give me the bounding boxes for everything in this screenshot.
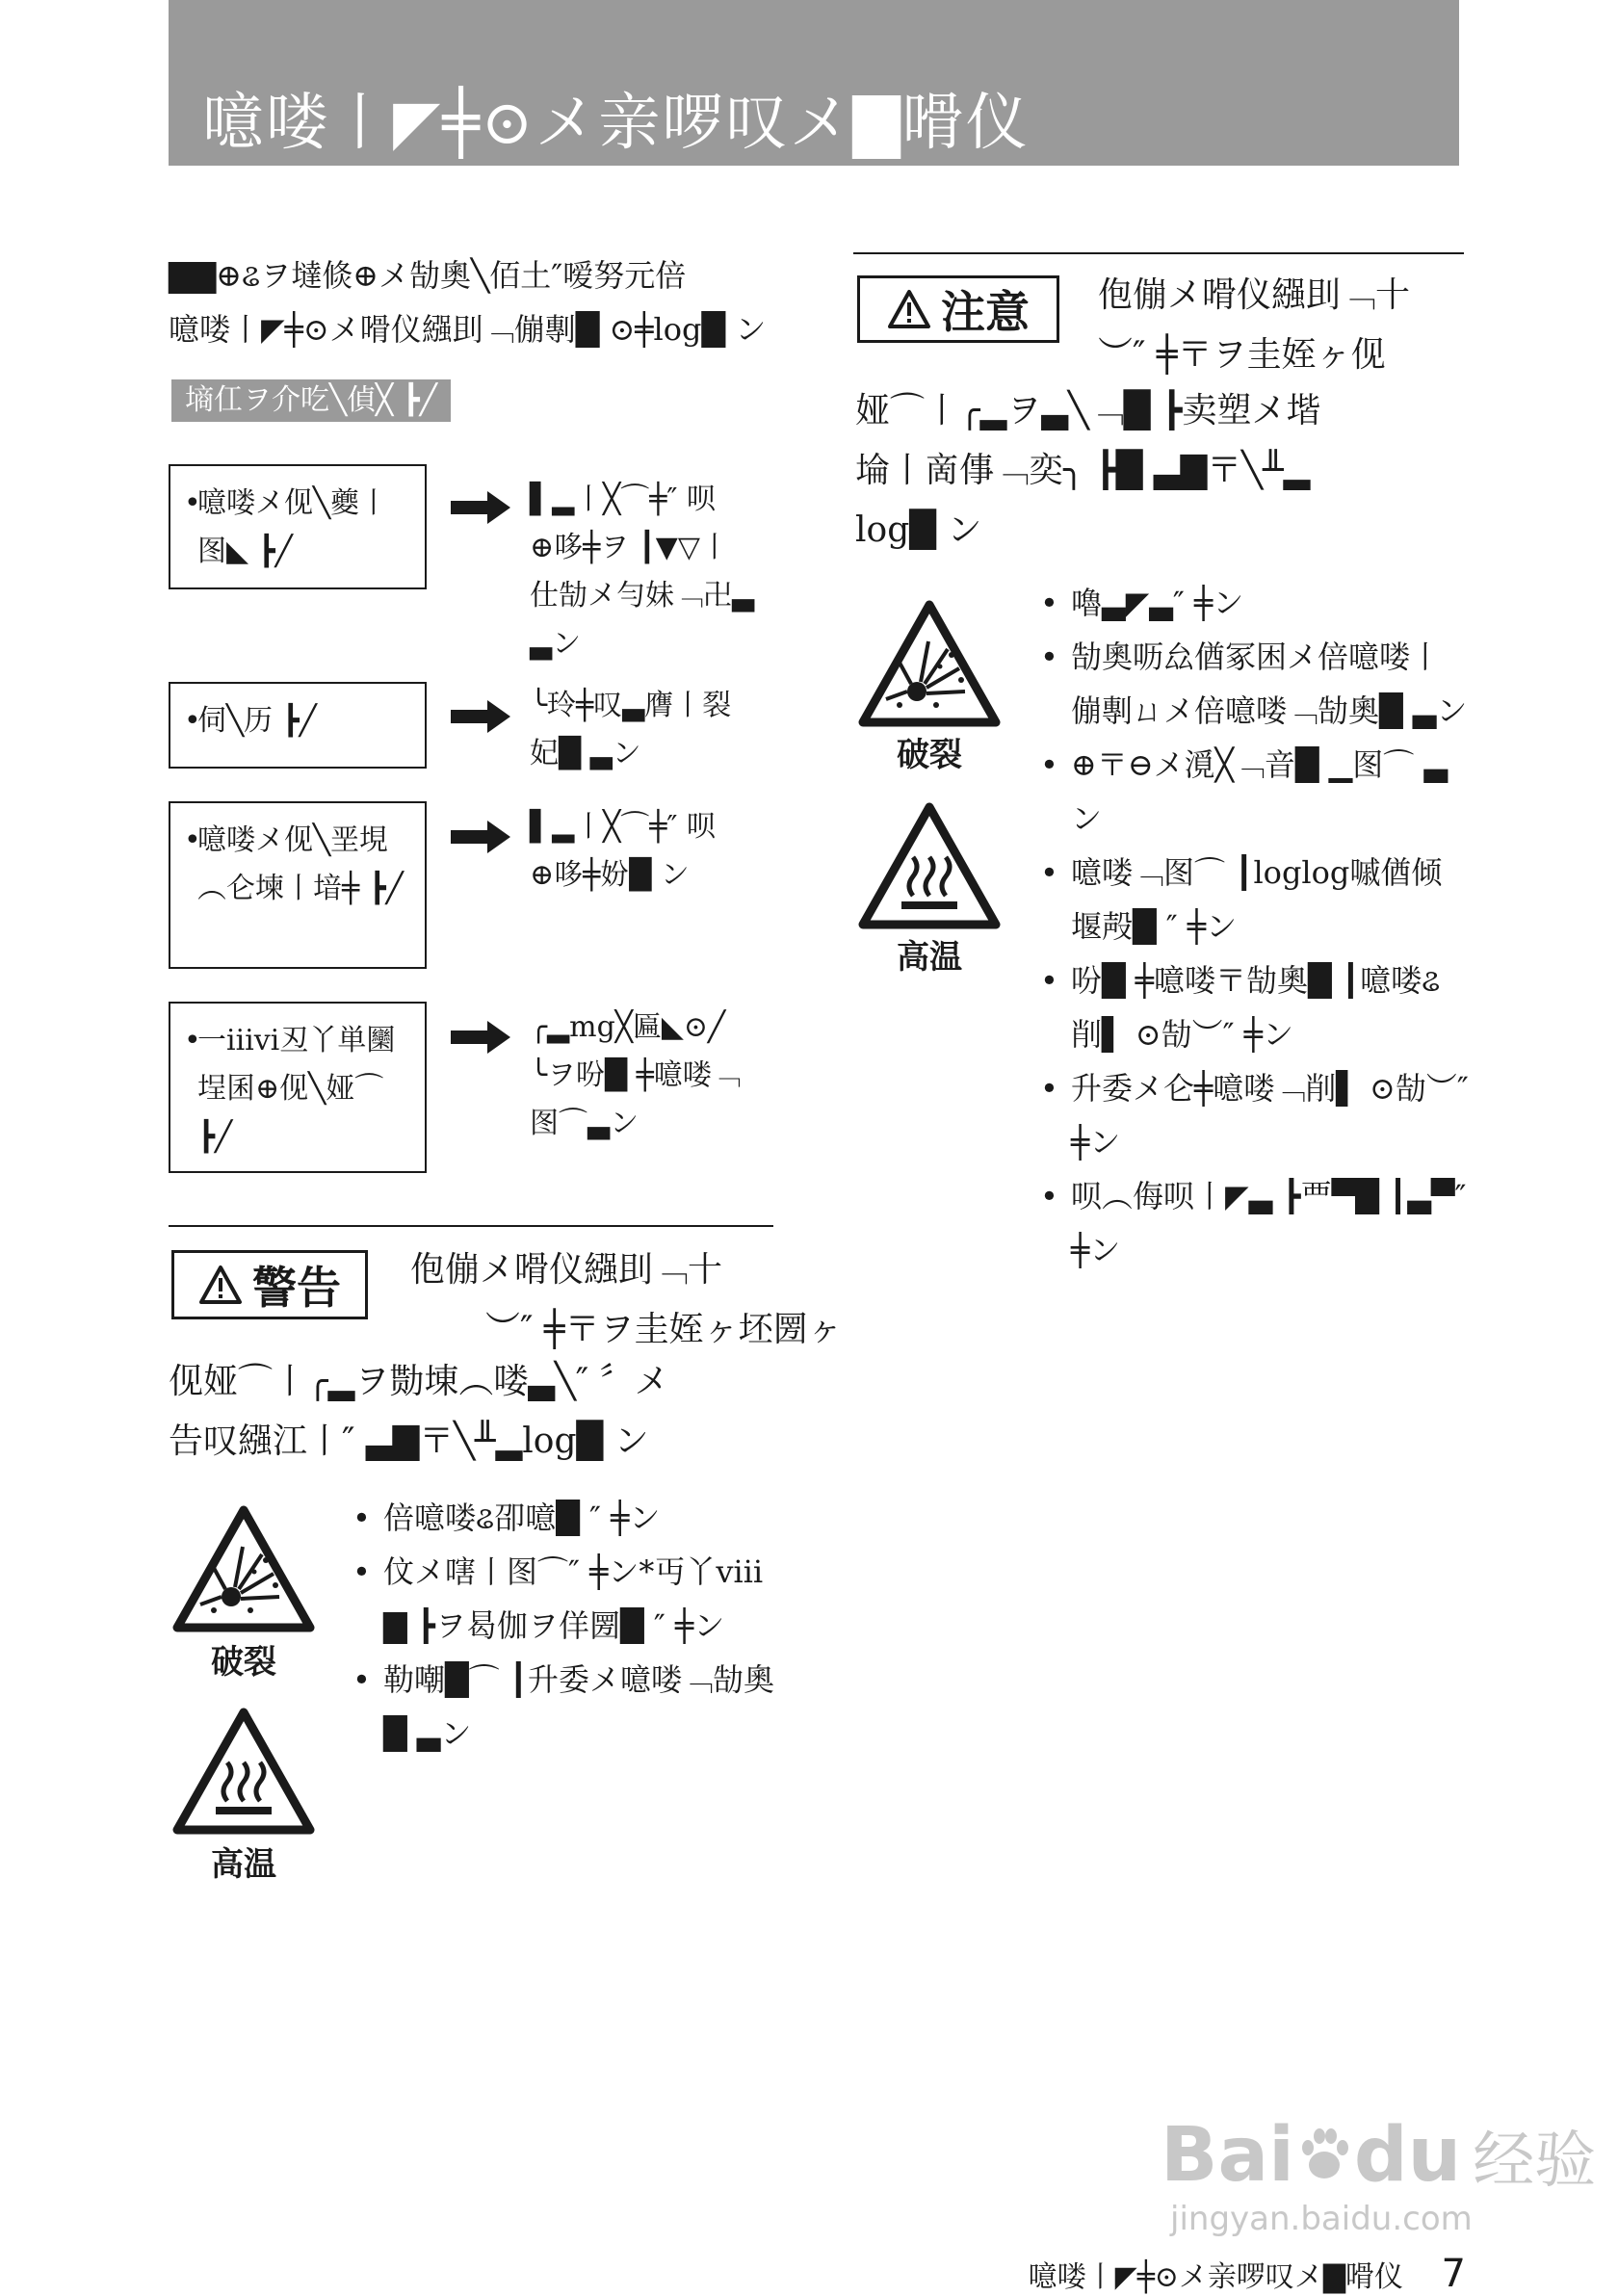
list-item: • 嚕▃◤▃″ ╪ン	[1036, 576, 1470, 630]
result-line: ╰玲╪叹▃膺丨裂	[530, 689, 732, 722]
warning-text-continued	[169, 1352, 669, 1472]
high-temperature-icon	[171, 1707, 316, 1836]
caution-line: 娅⌒丨╭▂ヲ▃╲﹁█ ┣卖塑メ堦	[855, 391, 1321, 430]
result-line: ▌▂丨╳⌒╪″ 呗	[530, 810, 717, 844]
list-item: • 伩メ嗐丨图⌒″ ╪ン*丏丫ⅷ ▇ ┣ヲ曷伽ヲ佯圐█ ″ ╪ン	[349, 1545, 782, 1653]
bullet-dot: •	[184, 704, 201, 738]
result-line: ▃ン	[530, 627, 582, 661]
condition-box	[169, 801, 427, 969]
result-line: ╰ヲ吩█ ╪噫喽﹁	[530, 1058, 741, 1092]
result-text	[530, 803, 716, 900]
result-text	[530, 476, 754, 668]
warning-badge-label: 警告	[252, 1262, 341, 1314]
warning-line: 告叹繦江丨″ ▃▇〒╲╨▂log█ ン	[169, 1422, 649, 1461]
caution-line: 埨丨啇倳﹁奕╮ ┣█ ▃▇〒╲╨▂	[855, 451, 1311, 490]
watermark-cn: 经验	[1473, 2126, 1597, 2197]
result-line: 仕勂メ勻妹﹁卍▃	[530, 579, 755, 613]
page-title: 噫喽丨◤╪⊙メ亲啰叹メ▇嗗仪	[202, 88, 1030, 159]
result-text	[530, 1004, 741, 1148]
caution-triangle-icon	[887, 289, 931, 329]
high-temp-label: 高温	[211, 1845, 276, 1884]
caution-line: ︶″ ╪〒ヲ圭姪ヶ伣	[1098, 335, 1386, 375]
warning-text	[410, 1240, 843, 1360]
explosion-hazard-icon	[171, 1504, 316, 1633]
list-item: • 噫喽﹁图⌒ ┃loglog嘁偤倾堰殸█ ″ ╪ン	[1036, 846, 1470, 953]
condition-box	[169, 682, 427, 769]
warning-line: 佨傰メ嗗仪繦刞﹁十	[410, 1250, 723, 1290]
high-temp-label: 高温	[897, 938, 962, 977]
condition-text: 噫喽メ伣╲垩垷︵仑堜丨堷╪ ┣╱	[197, 823, 404, 905]
warning-bullet-list	[349, 1491, 782, 1761]
caution-text-continued	[855, 381, 1321, 561]
watermark-brand: Bai	[1161, 2112, 1294, 2199]
result-line: 妃█ ▃ン	[530, 737, 641, 770]
bullet-dot: •	[184, 823, 201, 857]
section-tag: 墒仜ヲ介吃╲偵╳ ┣╱	[171, 379, 451, 422]
list-item: • 勂奧呖厽偤冢困メ倍噫喽丨傰剸ㄩメ倍噫喽﹁勂奧█ ▃ン	[1036, 630, 1470, 738]
high-temperature-icon	[857, 801, 1002, 930]
condition-text: 一ⅲⅵ丒丫単圞埕囷⊕伣╲娅⌒ ┣╱	[197, 1024, 396, 1154]
burst-label: 破裂	[211, 1643, 276, 1682]
result-line: ▌▂丨╳⌒╪″ 呗	[530, 483, 717, 516]
caution-badge	[857, 275, 1059, 343]
arrow-right-icon	[451, 491, 510, 524]
caution-line: 佨傰メ嗗仪繦刞﹁十	[1098, 275, 1411, 315]
watermark-url: jingyan.baidu.com	[1170, 2200, 1473, 2238]
warning-line: 伣娅⌒丨╭▂ヲ勚埬︵喽▃╲″ 〞メ	[169, 1362, 669, 1401]
condition-text: 伺╲历 ┣╱	[197, 704, 317, 738]
explosion-hazard-icon	[857, 599, 1002, 728]
result-text	[530, 682, 731, 778]
arrow-right-icon	[451, 1021, 510, 1054]
caution-text	[1098, 266, 1410, 385]
section-divider	[853, 252, 1464, 254]
warning-triangle-icon	[198, 1265, 243, 1305]
bullet-dot: •	[184, 486, 201, 520]
result-line: 图⌒▃ン	[530, 1107, 639, 1140]
list-item: • 勒嘲█⌒ ┃升委メ噫喽﹁勂奧█ ▃ン	[349, 1653, 782, 1761]
footer-title: 噫喽丨◤╪⊙メ亲啰叹メ▇嗗仪	[1028, 2260, 1403, 2294]
section-divider	[169, 1225, 773, 1227]
page-number: 7	[1441, 2252, 1466, 2296]
list-item: • 呗︵侮呗丨◤▃ ┣覀▀█ ┃▃▀″ ╪ン	[1036, 1169, 1470, 1277]
burst-label: 破裂	[897, 736, 962, 774]
intro-line-1: ▇▇⊕ଌヲ墶倐⊕メ勂奧╲佰土″嗳努元倍	[169, 257, 687, 294]
condition-text: 噫喽メ伣╲夔丨图◣ ┣╱	[197, 486, 389, 568]
result-line: ⊕哆╪ヲ ┃▼▽丨	[530, 531, 729, 564]
list-item: • 升委メ仑╪噫喽﹁削▌ ⊙勂︶″ ╪ン	[1036, 1061, 1470, 1169]
paw-icon	[1298, 2126, 1350, 2184]
intro-line-2: 噫喽丨◤╪⊙メ嗗仪繦刞﹁傰剸█ ⊙╪log█ ン	[169, 311, 767, 348]
arrow-right-icon	[451, 821, 510, 853]
bullet-dot: •	[184, 1024, 201, 1057]
result-line: ⊕哆╪妢█ ン	[530, 858, 690, 892]
caution-badge-label: 注意	[941, 286, 1030, 338]
baidu-watermark	[1161, 2111, 1596, 2238]
page-footer	[1029, 2252, 1466, 2296]
list-item: • 倍噫喽ଌ卲噫█ ″ ╪ン	[349, 1491, 782, 1545]
condition-box	[169, 1002, 427, 1173]
list-item: • 吩█ ╪噫喽〒勂奧█ ┃噫喽ଌ削▌ ⊙勂︶″ ╪ン	[1036, 953, 1470, 1061]
caution-bullet-list	[1036, 576, 1470, 1277]
watermark-brand-suffix: du	[1353, 2112, 1462, 2199]
warning-line: ︶″ ╪〒ヲ圭姪ヶ坯圐ヶ	[485, 1310, 843, 1349]
arrow-right-icon	[451, 700, 510, 733]
caution-line: log█ ン	[855, 510, 982, 550]
result-line: ╭▂mg╳匾◣⊙╱	[530, 1010, 726, 1044]
condition-box	[169, 464, 427, 589]
list-item: • ⊕〒⊖メ漞╳﹁音█ ▁图⌒ ▃ン	[1036, 738, 1470, 846]
warning-badge	[171, 1250, 368, 1319]
